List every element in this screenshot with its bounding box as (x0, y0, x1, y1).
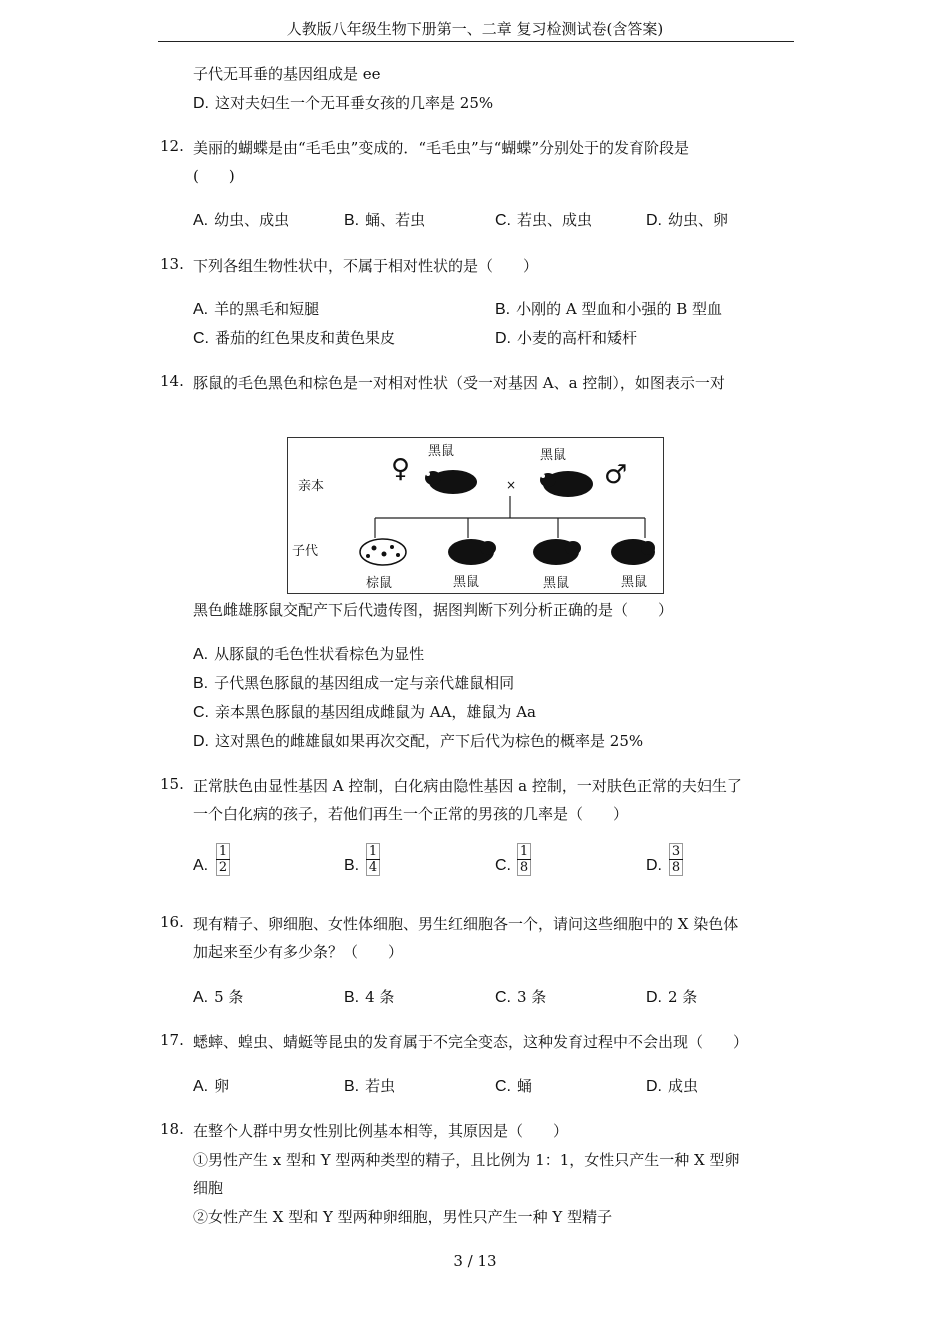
option-letter: A. (193, 646, 209, 663)
option-text: 蛹、若虫 (365, 211, 426, 229)
q16-option-c (495, 986, 546, 1007)
guinea-pig-icon (360, 539, 406, 565)
q14-stem-cont: 黑色雌雄豚鼠交配产下后代遗传图，据图判断下列分析正确的是（ ） (193, 601, 674, 619)
q12-stem-cont: ( ) (193, 167, 235, 185)
q14-option-c (193, 701, 536, 722)
option-text: 番茄的红色果皮和黄色果皮 (215, 329, 396, 347)
q14-option-a (193, 643, 424, 664)
option-letter: B. (344, 857, 360, 874)
q16-option-b (344, 986, 394, 1007)
q15-option-d (646, 856, 668, 875)
option-text: 蛹 (517, 1077, 533, 1095)
option-letter: C. (495, 212, 511, 229)
option-text: 4 条 (365, 988, 395, 1006)
q12-option-c (495, 209, 592, 230)
offspring-name: 棕鼠 (366, 576, 393, 591)
fraction (669, 843, 683, 876)
q12-stem: 美丽的蝴蝶是由“毛毛虫”变成的．“毛毛虫”与“蝴蝶”分别处于的发育阶段是 (193, 139, 690, 157)
q13-option-a (193, 298, 319, 319)
page-number: 3 / 13 (453, 1252, 497, 1270)
inheritance-figure (287, 437, 664, 594)
option-text: 2 条 (668, 988, 698, 1006)
offspring-name: 黑鼠 (453, 575, 480, 590)
option-letter: A. (193, 1078, 209, 1095)
option-letter: C. (193, 330, 209, 347)
q15-option-b (344, 856, 365, 875)
q15-option-c (495, 856, 517, 875)
q16-stem: 现有精子、卵细胞、女性体细胞、男生红细胞各一个，请问这些细胞中的 X 染色体 (193, 915, 739, 933)
q14-option-b (193, 672, 514, 693)
q15-stem: 正常肤色由显性基因 A 控制，白化病由隐性基因 a 控制，一对肤色正常的夫妇生了 (193, 777, 742, 795)
option-text: 羊的黑毛和短腿 (214, 300, 320, 318)
option-text: 幼虫、卵 (668, 211, 729, 229)
q14-stem: 豚鼠的毛色黑色和棕色是一对相对性状（受一对基因 A、a 控制），如图表示一对 (193, 374, 725, 392)
option-letter: D. (646, 1078, 662, 1095)
guinea-pig-icon (425, 470, 477, 494)
fraction-numerator: 3 (669, 843, 683, 859)
q18-number: 18. (160, 1120, 184, 1138)
option-text: 小刚的 A 型血和小强的 B 型血 (516, 300, 723, 318)
q13-option-c (193, 327, 395, 348)
option-letter: A. (193, 857, 209, 874)
option-letter: A. (193, 212, 209, 229)
option-letter: C. (495, 989, 511, 1006)
offspring-name: 黑鼠 (621, 575, 648, 590)
option-text: 从豚鼠的毛色性状看棕色为显性 (214, 645, 425, 663)
q12-option-a (193, 209, 289, 230)
q18-item-1-cont: 细胞 (193, 1179, 224, 1197)
q16-number: 16. (160, 913, 184, 931)
option-letter: B. (495, 301, 511, 318)
option-text: 5 条 (214, 988, 244, 1006)
option-letter: B. (344, 989, 360, 1006)
pedigree-lines (288, 438, 663, 593)
q13-stem: 下列各组生物性状中，不属于相对性状的是（ ） (193, 257, 539, 275)
q17-option-c (495, 1075, 532, 1096)
page-header: 人教版八年级生物下册第一、二章 复习检测试卷(含答案) (286, 20, 664, 38)
option-text: 这对夫妇生一个无耳垂女孩的几率是 25% (215, 94, 494, 112)
option-letter: B. (193, 675, 209, 692)
female-symbol-icon: ♀ (391, 454, 411, 484)
fraction (216, 843, 230, 876)
option-letter: B. (344, 1078, 360, 1095)
q13-number: 13. (160, 255, 184, 273)
option-letter: C. (495, 1078, 511, 1095)
parent-male-name: 黑鼠 (540, 448, 567, 463)
option-text: 若虫、成虫 (517, 211, 593, 229)
offspring-name: 黑鼠 (543, 576, 570, 591)
cross-symbol: × (506, 478, 517, 492)
q12-option-d (646, 209, 728, 230)
option-text: 卵 (214, 1077, 230, 1095)
q17-option-b (344, 1075, 395, 1096)
fraction-numerator: 1 (517, 843, 531, 859)
option-text: 这对黑色的雌雄鼠如果再次交配，产下后代为棕色的概率是 25% (215, 732, 644, 750)
option-letter: D. (646, 212, 662, 229)
q18-stem: 在整个人群中男女性别比例基本相等，其原因是（ ） (193, 1122, 569, 1140)
q18-item-1: ①男性产生 x 型和 Y 型两种类型的精子，且比例为 1：1，女性只产生一种 X 型卵 (193, 1151, 740, 1169)
q17-stem: 蟋蟀、蝗虫、蜻蜓等昆虫的发育属于不完全变态，这种发育过程中不会出现（ ） (193, 1033, 749, 1051)
q15-stem-cont: 一个白化病的孩子，若他们再生一个正常的男孩的几率是（ ） (193, 805, 629, 823)
option-letter: C. (495, 857, 511, 874)
header-divider (158, 41, 794, 42)
option-text: 若虫 (365, 1077, 396, 1095)
q12-number: 12. (160, 137, 184, 155)
male-symbol-icon: ♂ (604, 460, 628, 490)
q15-option-a (193, 856, 214, 875)
q12-option-b (344, 209, 425, 230)
fraction-denominator: 2 (216, 860, 230, 876)
q11-option-d (193, 92, 493, 113)
option-letter: D. (646, 857, 662, 874)
option-letter: C. (193, 704, 209, 721)
parent-female-name: 黑鼠 (428, 444, 455, 459)
fraction-denominator: 8 (517, 860, 531, 876)
fraction-denominator: 4 (366, 860, 380, 876)
q13-option-d (495, 327, 637, 348)
q11-line: 子代无耳垂的基因组成是 ee (193, 65, 381, 83)
option-letter: D. (193, 733, 209, 750)
q14-option-d (193, 730, 643, 751)
guinea-pig-icon (540, 471, 593, 497)
q14-number: 14. (160, 372, 184, 390)
q16-option-d (646, 986, 697, 1007)
option-text: 幼虫、成虫 (214, 211, 290, 229)
parent-label: 亲本 (298, 479, 325, 494)
q15-number: 15. (160, 775, 184, 793)
option-letter: D. (646, 989, 662, 1006)
option-letter: A. (193, 301, 209, 318)
option-text: 亲本黑色豚鼠的基因组成雌鼠为 AA，雄鼠为 Aa (215, 703, 536, 721)
fraction (366, 843, 380, 876)
option-letter: D. (495, 330, 511, 347)
guinea-pig-icon (448, 539, 496, 565)
option-letter: B. (344, 212, 360, 229)
fraction-numerator: 1 (216, 843, 230, 859)
q17-option-d (646, 1075, 698, 1096)
fraction-denominator: 8 (669, 860, 683, 876)
option-text: 小麦的高杆和矮杆 (517, 329, 638, 347)
q16-option-a (193, 986, 243, 1007)
q13-option-b (495, 298, 722, 319)
guinea-pig-icon (533, 539, 581, 565)
option-letter: D. (193, 95, 209, 112)
fraction (517, 843, 531, 876)
q17-option-a (193, 1075, 229, 1096)
option-letter: A. (193, 989, 209, 1006)
option-text: 3 条 (517, 988, 547, 1006)
q18-item-2: ②女性产生 X 型和 Y 型两种卵细胞，男性只产生一种 Y 型精子 (193, 1208, 613, 1226)
option-text: 成虫 (668, 1077, 699, 1095)
offspring-label: 子代 (292, 544, 319, 559)
option-text: 子代黑色豚鼠的基因组成一定与亲代雄鼠相同 (214, 674, 515, 692)
q17-number: 17. (160, 1031, 184, 1049)
q16-stem-cont: 加起来至少有多少条？（ ） (193, 943, 404, 961)
guinea-pig-icon (611, 539, 655, 565)
fraction-numerator: 1 (366, 843, 380, 859)
